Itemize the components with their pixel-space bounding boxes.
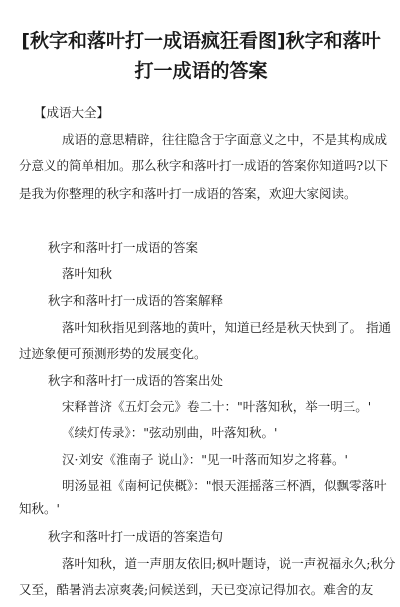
sentence-line: 又至，酷暑消去凉爽袭;问候送到，天已变凉记得加衣。难舍的友 [19,582,374,597]
sentence-line: 落叶知秋，道一声朋友依旧;枫叶题诗，说一声祝福永久;秋分 [62,556,396,571]
source-line: 汉·刘安《淮南子 说山》："见一叶落而知岁之将暮。' [62,452,348,467]
intro-line: 成语的意思精辟，往往隐含于字面意义之中，不是其构成成 [62,132,388,147]
section-heading-source: 秋字和落叶打一成语的答案出处 [48,373,224,388]
section-heading-answer: 秋字和落叶打一成语的答案 [48,240,199,255]
intro-line: 分意义的简单相加。那么秋字和落叶打一成语的答案你知道吗?以下 [19,158,389,173]
source-line: 宋释普济《五灯会元》卷二十："叶落知秋，举一明三。' [62,399,372,414]
category-tag: 【成语大全】 [34,105,110,120]
source-line: 明汤显祖《南柯记侠概》："恨天涯摇落三杯酒，似飘零落叶 [62,478,387,493]
answer-text: 落叶知秋 [62,266,113,281]
source-line: 知秋。' [19,501,60,516]
intro-line: 是我为你整理的秋字和落叶打一成语的答案，欢迎大家阅读。 [19,186,357,201]
explanation-line: 落叶知秋指见到落地的黄叶，知道已经是秋天快到了。 指通 [62,320,391,335]
section-heading-explanation: 秋字和落叶打一成语的答案解释 [48,293,224,308]
source-line: 《续灯传录》："弦动别曲，叶落知秋。' [62,425,278,440]
section-heading-sentence: 秋字和落叶打一成语的答案造句 [48,529,224,544]
article-title: [秋字和落叶打一成语疯狂看图]秋字和落叶打一成语的答案 [21,30,381,82]
explanation-line: 过迹象便可预测形势的发展变化。 [19,346,207,361]
